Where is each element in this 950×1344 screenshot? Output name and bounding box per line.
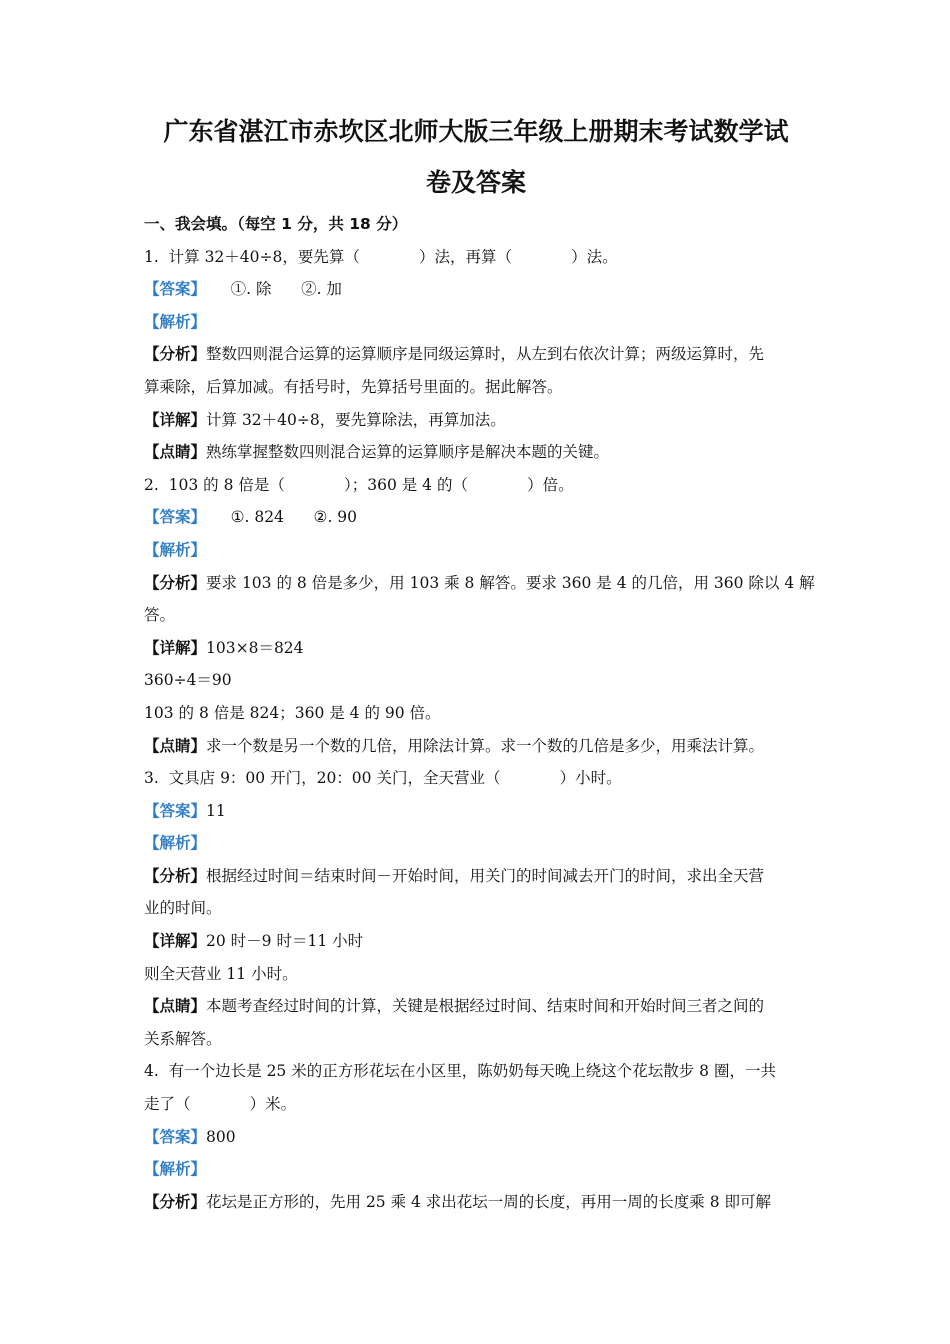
- line-text: 3. 文具店 9：00 开门，20：00 关门，全天营业（ ）小时。: [144, 769, 622, 788]
- content-lines: [144, 241, 815, 1219]
- line-text: ①. 824 ②. 90: [206, 508, 358, 527]
- line-text: 求一个数是另一个数的几倍，用除法计算。求一个数的几倍是多少，用乘法计算。: [206, 736, 765, 755]
- analysis-header: [144, 306, 808, 339]
- text-line: [144, 958, 808, 991]
- section-tag: 【分析】: [144, 345, 207, 364]
- line-text: 1. 计算 32＋40÷8，要先算（ ）法，再算（ ）法。: [144, 247, 618, 266]
- question-line: [144, 762, 808, 795]
- section-tag: 【解析】: [144, 1160, 207, 1179]
- document-title-line1: 广东省湛江市赤坎区北师大版三年级上册期末考试数学试: [163, 117, 789, 146]
- question-line: [144, 241, 808, 274]
- line-text: 答。: [144, 606, 176, 625]
- section-tag: 【解析】: [144, 834, 207, 853]
- line-text: 计算 32＋40÷8，要先算除法，再算加法。: [206, 410, 506, 429]
- analysis-header: [144, 827, 808, 860]
- section-tag: 【分析】: [144, 573, 207, 592]
- section-tag: 【分析】: [144, 1192, 207, 1211]
- text-line: [144, 697, 808, 730]
- section-tag: 【详解】: [144, 638, 207, 657]
- question-line: [144, 469, 808, 502]
- explanation-line: [144, 860, 808, 893]
- text-line: [144, 892, 808, 925]
- line-text: 103×8＝824: [206, 638, 304, 657]
- explanation-line: [144, 1186, 808, 1219]
- line-text: 算乘除，后算加减。有括号时，先算括号里面的。据此解答。: [144, 377, 563, 396]
- line-text: 业的时间。: [144, 899, 222, 918]
- section-tag: 【答案】: [144, 1127, 207, 1146]
- explanation-line: [144, 567, 815, 600]
- line-text: 800: [206, 1127, 236, 1146]
- line-text: 花坛是正方形的，先用 25 乘 4 求出花坛一周的长度，再用一周的长度乘 8 即可解: [206, 1192, 772, 1211]
- answer-line: [144, 501, 808, 534]
- line-text: ①. 除 ②. 加: [206, 280, 342, 299]
- line-text: 4. 有一个边长是 25 米的正方形花坛在小区里，陈奶奶每天晚上绕这个花坛散步 8 圈，一共: [144, 1062, 776, 1081]
- analysis-header: [144, 534, 808, 567]
- explanation-line: [144, 990, 808, 1023]
- line-text: 360÷4＝90: [144, 671, 232, 690]
- line-text: 整数四则混合运算的运算顺序是同级运算时，从左到右依次计算；两级运算时，先: [206, 345, 765, 364]
- line-text: 则全天营业 11 小时。: [144, 964, 298, 983]
- line-text: 要求 103 的 8 倍是多少，用 103 乘 8 解答。要求 360 是 4 的几倍，用 360 除以 4 解: [206, 573, 815, 592]
- text-line: [144, 599, 808, 632]
- question-line: [144, 1055, 808, 1088]
- section-heading: 一、我会填。（每空 1 分，共 18 分）: [144, 215, 408, 233]
- section-tag: 【点睛】: [144, 997, 207, 1016]
- text-line: [144, 371, 808, 404]
- line-text: 11: [206, 801, 226, 820]
- section-tag: 【解析】: [144, 312, 207, 331]
- section-tag: 【分析】: [144, 866, 207, 885]
- line-text: 2. 103 的 8 倍是（ ）；360 是 4 的（ ）倍。: [144, 475, 574, 494]
- section-tag: 【解析】: [144, 540, 207, 559]
- explanation-line: [144, 730, 808, 763]
- section-tag: 【详解】: [144, 932, 207, 951]
- line-text: 本题考查经过时间的计算，关键是根据经过时间、结束时间和开始时间三者之间的: [206, 997, 765, 1016]
- section-tag: 【详解】: [144, 410, 207, 429]
- line-text: 103 的 8 倍是 824；360 是 4 的 90 倍。: [144, 703, 441, 722]
- section-tag: 【点睛】: [144, 443, 207, 462]
- document-title-line2: 卷及答案: [425, 168, 526, 197]
- section-tag: 【答案】: [144, 508, 207, 527]
- line-text: 走了（ ）米。: [144, 1095, 297, 1114]
- line-text: 20 时－9 时＝11 小时: [206, 932, 364, 951]
- explanation-line: [144, 632, 808, 665]
- answer-line: [144, 273, 808, 306]
- explanation-line: [144, 404, 808, 437]
- explanation-line: [144, 436, 808, 469]
- section-tag: 【答案】: [144, 280, 207, 299]
- line-text: 关系解答。: [144, 1029, 222, 1048]
- text-line: [144, 1023, 808, 1056]
- text-line: [144, 1088, 808, 1121]
- answer-line: [144, 1121, 808, 1154]
- explanation-line: [144, 925, 808, 958]
- explanation-line: [144, 338, 808, 371]
- line-text: 熟练掌握整数四则混合运算的运算顺序是解决本题的关键。: [206, 443, 610, 462]
- analysis-header: [144, 1153, 808, 1186]
- section-tag: 【点睛】: [144, 736, 207, 755]
- section-tag: 【答案】: [144, 801, 207, 820]
- line-text: 根据经过时间＝结束时间－开始时间，用关门的时间减去开门的时间，求出全天营: [206, 866, 765, 885]
- answer-line: [144, 795, 808, 828]
- text-line: [144, 664, 808, 697]
- document-body: [144, 208, 815, 1218]
